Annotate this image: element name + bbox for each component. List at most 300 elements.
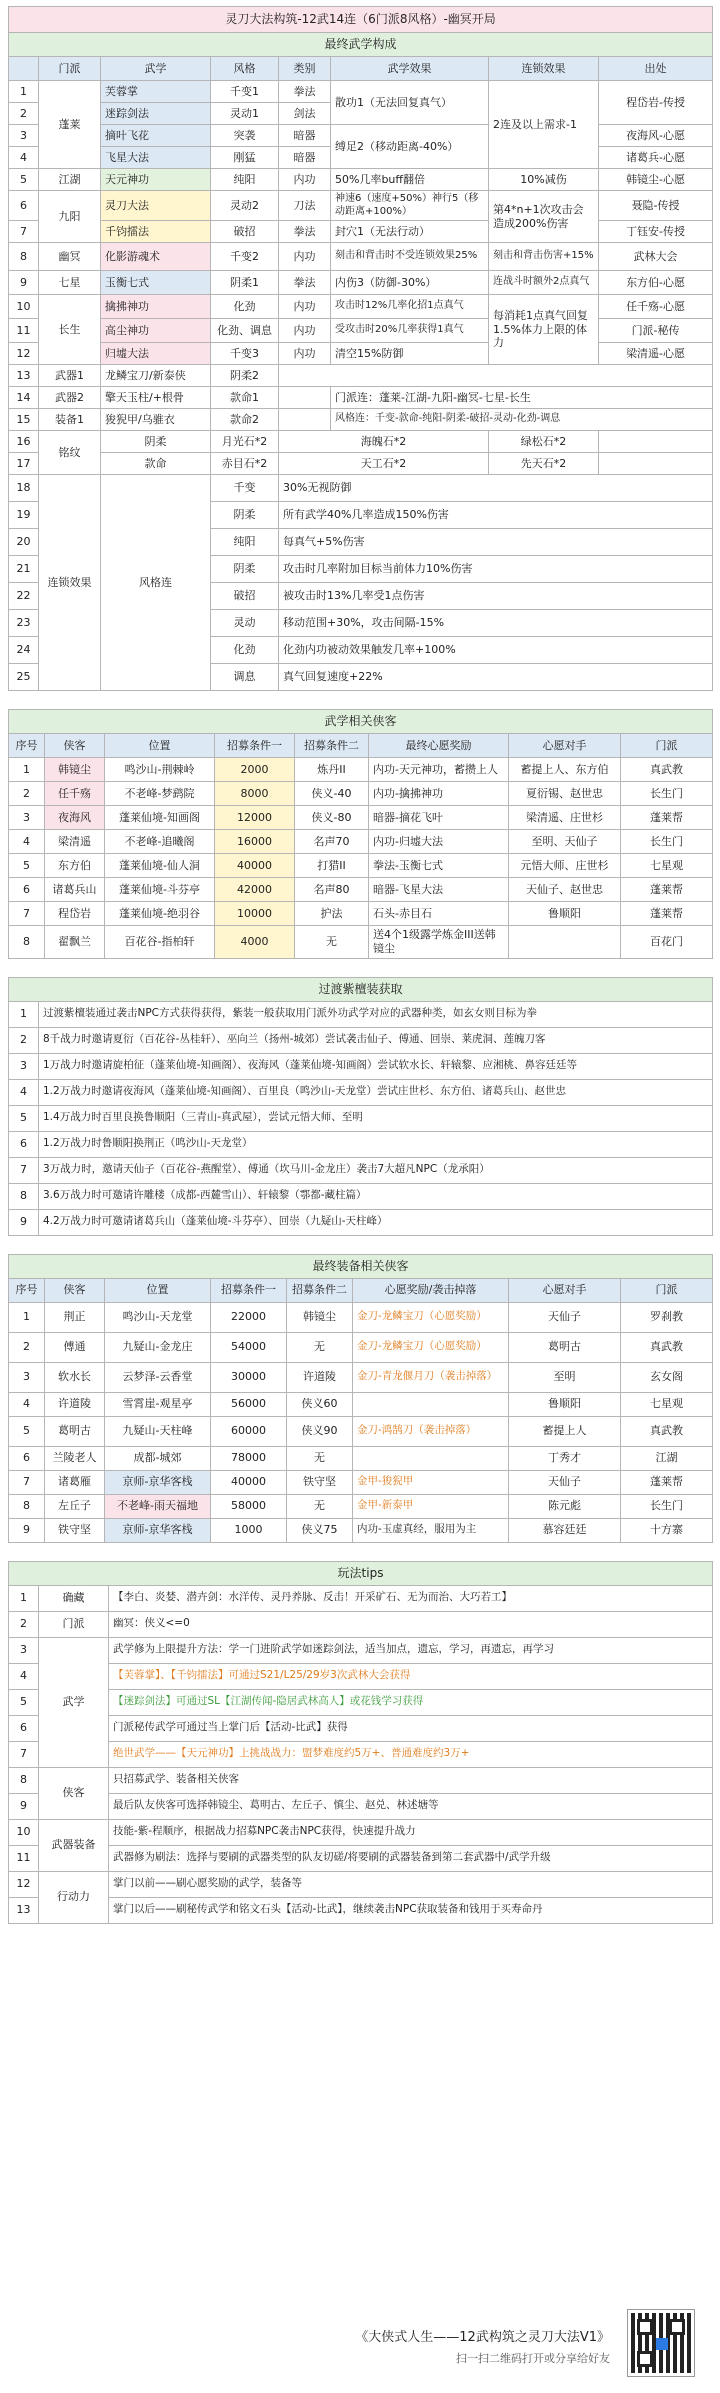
wuxue-cell: 灵刀大法 — [101, 191, 211, 221]
row-number: 6 — [9, 878, 45, 902]
tip-text: 【李白、炎婪、潜卉剑：水洋传、灵丹养脉、反击！开采矿石、无为而治、大巧若工】 — [109, 1585, 713, 1611]
wuxue-cell: 擒拂神功 — [101, 295, 211, 319]
equip-row — [9, 1518, 713, 1542]
section-tips: 玩法tips — [9, 1561, 713, 1585]
row-number: 4 — [9, 147, 39, 169]
condition-1: 78000 — [211, 1446, 287, 1470]
row-number: 2 — [9, 1332, 45, 1362]
minwen-stone: 绿松石*2 — [489, 431, 599, 453]
leibie-cell: 拳法 — [279, 271, 331, 295]
condition-2: 名声80 — [295, 878, 369, 902]
wuxue-cell: 迷踪剑法 — [101, 103, 211, 125]
row-number: 7 — [9, 1157, 39, 1183]
qr-finder — [669, 2319, 685, 2335]
row-number: 1 — [9, 1585, 39, 1611]
header-weizhi: 位置 — [105, 1278, 211, 1302]
rivals: 夏衍锡、赵世忠 — [509, 782, 621, 806]
section-zitan: 过渡紫檀装获取 — [9, 977, 713, 1001]
header-tiaojian1: 招募条件一 — [211, 1278, 287, 1302]
chu-cell: 夜海风-心愿 — [599, 125, 713, 147]
wuxue-cell: 擎天玉柱/+根骨 — [101, 387, 211, 409]
row-number: 24 — [9, 637, 39, 664]
fengge-cell: 化劲、调息 — [211, 319, 279, 343]
reward: 石头-赤目石 — [369, 902, 509, 926]
chain-fengge: 千变 — [211, 475, 279, 502]
drop: 金甲-新泰甲 — [353, 1494, 509, 1518]
xiake-name: 软水长 — [45, 1362, 105, 1392]
xiaoguo-cell: 受攻击时20%几率获得1真气 — [331, 319, 489, 343]
tip-row — [9, 1897, 713, 1923]
chu-cell: 程岱岩-传授 — [599, 81, 713, 125]
rivals: 天仙子、赵世忠 — [509, 878, 621, 902]
rivals: 葛明古 — [509, 1332, 621, 1362]
row-number: 19 — [9, 502, 39, 529]
condition-2: 侠义-80 — [295, 806, 369, 830]
row-number: 1 — [9, 81, 39, 103]
row-number: 7 — [9, 1741, 39, 1767]
reward: 内功-天元神功，蓄攒上人 — [369, 758, 509, 782]
menpai: 蓬莱帮 — [621, 1470, 713, 1494]
header-menpai: 门派 — [39, 57, 101, 81]
tip-text: 只招募武学、装备相关侠客 — [109, 1767, 713, 1793]
chain-effect: 每真气+5%伤害 — [279, 529, 713, 556]
qr-logo — [656, 2338, 668, 2350]
tip-category: 武器装备 — [39, 1819, 109, 1871]
wuxue-cell: 高尘神功 — [101, 319, 211, 343]
row-number: 4 — [9, 830, 45, 854]
chu-cell: 任千殇-心愿 — [599, 295, 713, 319]
minwen-stone: 天工石*2 — [279, 453, 489, 475]
chu-cell: 东方伯-心愿 — [599, 271, 713, 295]
drop: 金刀-鸿鹄刀（袭击掉落） — [353, 1416, 509, 1446]
xiake-row — [9, 782, 713, 806]
row-number: 10 — [9, 295, 39, 319]
row-number: 9 — [9, 1209, 39, 1235]
rivals: 陈元彪 — [509, 1494, 621, 1518]
xiake-name: 荆正 — [45, 1302, 105, 1332]
header-chuchu: 出处 — [599, 57, 713, 81]
section-zhuangbei: 最终装备相关侠客 — [9, 1254, 713, 1278]
tip-text: 武学修为上限提升方法：学一门进阶武学如迷踪剑法，适当加点，遗忘，学习，再遗忘，再学习 — [109, 1637, 713, 1663]
drop: 金刀-龙鳞宝刀（心愿奖励） — [353, 1332, 509, 1362]
condition-1: 1000 — [211, 1518, 287, 1542]
build-table — [8, 6, 713, 691]
row-number: 3 — [9, 1053, 39, 1079]
chu-cell: 梁清遥-心愿 — [599, 343, 713, 365]
menpai-chain-text: 门派连：蓬莱-江湖-九阳-幽冥-七星-长生 — [331, 387, 713, 409]
empty-cell — [279, 409, 331, 431]
tip-row — [9, 1585, 713, 1611]
row-number: 5 — [9, 1689, 39, 1715]
location: 蓬莱仙境-仙人洞 — [105, 854, 215, 878]
wuxue-xiake-table — [8, 709, 713, 959]
menpai: 七星观 — [621, 854, 713, 878]
chain-label: 连锁效果 — [39, 475, 101, 691]
row-number: 5 — [9, 1105, 39, 1131]
tip-row — [9, 1715, 713, 1741]
location: 鸣沙山-天龙堂 — [105, 1302, 211, 1332]
xiake-name: 许道陵 — [45, 1392, 105, 1416]
condition-1: 58000 — [211, 1494, 287, 1518]
zitan-row — [9, 1105, 713, 1131]
chain-mid: 风格连 — [101, 475, 211, 691]
chain-fengge: 阴柔 — [211, 556, 279, 583]
rivals: 鲁顺阳 — [509, 1392, 621, 1416]
xiaoguo-cell: 50%几率buff翻倍 — [331, 169, 489, 191]
tip-text: 掌门以前——刷心愿奖励的武学，装备等 — [109, 1871, 713, 1897]
fengge-cell: 千变3 — [211, 343, 279, 365]
leibie-cell: 内功 — [279, 295, 331, 319]
location: 不老峰-追曦阁 — [105, 830, 215, 854]
fengge-cell: 灵动2 — [211, 191, 279, 221]
menpai-cell: 装备1 — [39, 409, 101, 431]
chain-effect: 攻击时几率附加目标当前体力10%伤害 — [279, 556, 713, 583]
condition-1: 2000 — [215, 758, 295, 782]
xiaoguo-cell: 清空15%防御 — [331, 343, 489, 365]
tip-row — [9, 1767, 713, 1793]
chu-cell: 聂隐-传授 — [599, 191, 713, 221]
condition-2: 铁守坚 — [287, 1470, 353, 1494]
row-number: 3 — [9, 1362, 45, 1392]
empty-cell — [599, 431, 713, 453]
menpai: 长生门 — [621, 1494, 713, 1518]
condition-1: 54000 — [211, 1332, 287, 1362]
menpai: 蓬莱帮 — [621, 806, 713, 830]
row-number: 25 — [9, 664, 39, 691]
chu-cell: 韩镜尘-心愿 — [599, 169, 713, 191]
location: 百花谷-指柏轩 — [105, 926, 215, 959]
header-tiaojian1: 招募条件一 — [215, 734, 295, 758]
row-number: 15 — [9, 409, 39, 431]
rivals: 梁清遥、庄世杉 — [509, 806, 621, 830]
header-wuxue: 武学 — [101, 57, 211, 81]
menpai-cell: 蓬莱 — [39, 81, 101, 169]
chu-cell: 门派-秘传 — [599, 319, 713, 343]
lian-cell: 10%减伤 — [489, 169, 599, 191]
menpai: 长生门 — [621, 830, 713, 854]
chu-cell: 武林大会 — [599, 243, 713, 271]
row-number: 5 — [9, 1416, 45, 1446]
row-number: 9 — [9, 1793, 39, 1819]
minwen-stone: 先天石*2 — [489, 453, 599, 475]
xiaoguo-cell: 攻击时12%几率化招1点真气 — [331, 295, 489, 319]
minwen-stone: 月光石*2 — [211, 431, 279, 453]
drop: 金刀-青龙偃月刀（袭击掉落） — [353, 1362, 509, 1392]
zhuangbei-table — [8, 1254, 713, 1543]
reward: 拳法-玉衡七式 — [369, 854, 509, 878]
menpai: 七星观 — [621, 1392, 713, 1416]
row-number: 7 — [9, 1470, 45, 1494]
condition-2: 侠义75 — [287, 1518, 353, 1542]
row-number: 7 — [9, 902, 45, 926]
row-number: 11 — [9, 1845, 39, 1871]
row-number: 8 — [9, 1767, 39, 1793]
header-fengge: 风格 — [211, 57, 279, 81]
location: 九疑山-天柱峰 — [105, 1416, 211, 1446]
header-tiaojian2: 招募条件二 — [295, 734, 369, 758]
row-number: 2 — [9, 1611, 39, 1637]
location: 京师-京华客栈 — [105, 1518, 211, 1542]
menpai: 真武教 — [621, 1416, 713, 1446]
zitan-text: 3.6万战力时可邀请许雕楼（成都-西麓雪山）、轩辕黎（鄠都-藏柱篇） — [39, 1183, 713, 1209]
condition-1: 12000 — [215, 806, 295, 830]
xiake-row — [9, 758, 713, 782]
row-number: 11 — [9, 319, 39, 343]
tip-row — [9, 1845, 713, 1871]
chain-fengge: 纯阳 — [211, 529, 279, 556]
xiake-name: 翟飘兰 — [45, 926, 105, 959]
condition-1: 4000 — [215, 926, 295, 959]
row-number: 20 — [9, 529, 39, 556]
row-number: 6 — [9, 1715, 39, 1741]
row-number: 22 — [9, 583, 39, 610]
zitan-text: 1万战力时邀请旋柏征（蓬莱仙境-知画阁）、夜海风（蓬莱仙境-知画阁）尝试软水长、轩辕黎、应湘桃、鼻容廷廷等 — [39, 1053, 713, 1079]
equip-row — [9, 1362, 713, 1392]
fengge-cell: 阴柔1 — [211, 271, 279, 295]
menpai: 蓬莱帮 — [621, 878, 713, 902]
equip-row — [9, 1416, 713, 1446]
chain-effect: 被攻击时13%几率受1点伤害 — [279, 583, 713, 610]
condition-2: 无 — [287, 1332, 353, 1362]
reward: 送4个1级露学炼金III送韩镜尘 — [369, 926, 509, 959]
tip-row — [9, 1611, 713, 1637]
location: 鸣沙山-荆棘岭 — [105, 758, 215, 782]
wuxue-cell: 狻猊甲/乌骓衣 — [101, 409, 211, 431]
zitan-text: 3万战力时，邀请天仙子（百花谷-燕醒堂）、傅通（坎马川-金龙庄）袭击7大超凡NPC（龙承阳） — [39, 1157, 713, 1183]
condition-2: 打猎II — [295, 854, 369, 878]
chain-effect: 真气回复速度+22% — [279, 664, 713, 691]
tip-text: 绝世武学——【天元神功】上挑战战力：盟梦难度约5万+、普通难度约3万+ — [109, 1741, 713, 1767]
lian-cell: 连战斗时额外2点真气 — [489, 271, 599, 295]
equip-row — [9, 1302, 713, 1332]
row-number: 9 — [9, 1518, 45, 1542]
header-empty — [9, 57, 39, 81]
leibie-cell: 暗器 — [279, 147, 331, 169]
empty-cell — [279, 365, 713, 387]
leibie-cell: 内功 — [279, 319, 331, 343]
row-number: 13 — [9, 1897, 39, 1923]
row-number: 8 — [9, 926, 45, 959]
header-tiaojian2: 招募条件二 — [287, 1278, 353, 1302]
row-number: 6 — [9, 1131, 39, 1157]
zitan-text: 8千战力时邀请夏衍（百花谷-丛桂轩）、巫向兰（扬州-城郊）尝试袭击仙子、傅通、回崇、莱虎洞、莲魄刀客 — [39, 1027, 713, 1053]
rivals: 至明 — [509, 1362, 621, 1392]
menpai-cell: 七星 — [39, 271, 101, 295]
condition-2: 许道陵 — [287, 1362, 353, 1392]
row-number: 8 — [9, 1183, 39, 1209]
zitan-row — [9, 1053, 713, 1079]
page — [8, 6, 712, 1924]
tip-text: 技能-紫-程顺序，根据战力招募NPC袭击NPC获得，快速提升战力 — [109, 1819, 713, 1845]
xiake-name: 梁清遥 — [45, 830, 105, 854]
tip-text: 【迷踪剑法】可通过SL【江湖传闻-隐居武林高人】或花钱学习获得 — [109, 1689, 713, 1715]
menpai: 百花门 — [621, 926, 713, 959]
tip-category: 门派 — [39, 1611, 109, 1637]
fengge-cell: 破招 — [211, 221, 279, 243]
xiake-row — [9, 830, 713, 854]
zitan-text: 4.2万战力时可邀请诸葛兵山（蓬莱仙境-斗芬亭）、回崇（九疑山-天柱峰） — [39, 1209, 713, 1235]
condition-1: 40000 — [215, 854, 295, 878]
location: 蓬莱仙境-斗芬亭 — [105, 878, 215, 902]
zitan-row — [9, 1079, 713, 1105]
zitan-row — [9, 1001, 713, 1027]
header-xiaoguo: 武学效果 — [331, 57, 489, 81]
empty-cell — [279, 387, 331, 409]
chain-effect: 所有武学40%几率造成150%伤害 — [279, 502, 713, 529]
menpai-cell: 武器2 — [39, 387, 101, 409]
drop: 金刀-龙鳞宝刀（心愿奖励） — [353, 1302, 509, 1332]
rivals: 元悟大师、庄世杉 — [509, 854, 621, 878]
condition-2: 侠义60 — [287, 1392, 353, 1416]
reward: 内功-归墟大法 — [369, 830, 509, 854]
fengge-chain-text: 风格连：千变-款命-纯阳-阴柔-破招-灵动-化劲-调息 — [331, 409, 713, 431]
location: 不老峰-雨天福地 — [105, 1494, 211, 1518]
row-number: 3 — [9, 806, 45, 830]
tip-category: 行动力 — [39, 1871, 109, 1923]
zhuangbei-rows — [9, 1302, 713, 1542]
xiake-row — [9, 878, 713, 902]
tip-text: 最后队友侠客可选择韩镜尘、葛明古、左丘子、慎尘、赵兑、林述塘等 — [109, 1793, 713, 1819]
header-weizhi: 位置 — [105, 734, 215, 758]
fengge-cell: 突袭 — [211, 125, 279, 147]
xiaoguo-cell: 神速6（速度+50%）神行5（移动距离+100%） — [331, 191, 489, 221]
zitan-table — [8, 977, 713, 1236]
xiaoguo-cell: 散功1（无法回复真气） — [331, 81, 489, 125]
chu-cell: 丁钰安-传授 — [599, 221, 713, 243]
header-duishou: 心愿对手 — [509, 1278, 621, 1302]
xiake-name: 葛明古 — [45, 1416, 105, 1446]
location: 成都-城郊 — [105, 1446, 211, 1470]
chain-fengge: 破招 — [211, 583, 279, 610]
condition-1: 40000 — [211, 1470, 287, 1494]
xiaoguo-cell: 缚足2（移动距离-40%） — [331, 125, 489, 169]
lian-cell: 第4*n+1次攻击会造成200%伤害 — [489, 191, 599, 243]
row-number: 1 — [9, 1001, 39, 1027]
qr-finder — [637, 2319, 653, 2335]
tip-row — [9, 1871, 713, 1897]
chain-fengge: 灵动 — [211, 610, 279, 637]
empty-cell — [599, 453, 713, 475]
tip-text: 【芙蓉掌】、【千钧擂法】可通过S21/L25/29岁3次武林大会获得 — [109, 1663, 713, 1689]
wuxue-cell: 玉衡七式 — [101, 271, 211, 295]
minwen-label: 铭纹 — [39, 431, 101, 475]
xiake-name: 左丘子 — [45, 1494, 105, 1518]
drop: 内功-玉虚真经，服用为主 — [353, 1518, 509, 1542]
chain-fengge: 调息 — [211, 664, 279, 691]
tip-row — [9, 1793, 713, 1819]
rivals: 天仙子 — [509, 1470, 621, 1494]
minwen-type: 阴柔 — [101, 431, 211, 453]
tip-text: 武器修为刷法：选择与要刷的武器类型的队友切磋/将要刷的武器装备到第二套武器中/武学升级 — [109, 1845, 713, 1871]
fengge-cell: 纯阳 — [211, 169, 279, 191]
row-number: 21 — [9, 556, 39, 583]
header-xiake: 侠客 — [45, 1278, 105, 1302]
xiake-row — [9, 902, 713, 926]
chain-effect: 化劲内功被动效果触发几率+100% — [279, 637, 713, 664]
chain-effect: 移动范围+30%，攻击间隔-15% — [279, 610, 713, 637]
leibie-cell: 拳法 — [279, 81, 331, 103]
xiake-name: 任千殇 — [45, 782, 105, 806]
xiake-row — [9, 854, 713, 878]
menpai-cell: 武器1 — [39, 365, 101, 387]
minwen-type: 款命 — [101, 453, 211, 475]
reward: 暗器-飞星大法 — [369, 878, 509, 902]
menpai: 江湖 — [621, 1446, 713, 1470]
row-number: 2 — [9, 103, 39, 125]
tip-row — [9, 1689, 713, 1715]
row-number: 18 — [9, 475, 39, 502]
fengge-cell: 款命1 — [211, 387, 279, 409]
menpai: 十方寨 — [621, 1518, 713, 1542]
condition-1: 56000 — [211, 1392, 287, 1416]
condition-2: 侠义90 — [287, 1416, 353, 1446]
equip-row — [9, 1446, 713, 1470]
condition-1: 16000 — [215, 830, 295, 854]
row-number: 9 — [9, 271, 39, 295]
condition-2: 无 — [295, 926, 369, 959]
xiake-name: 傅通 — [45, 1332, 105, 1362]
row-number: 8 — [9, 1494, 45, 1518]
tip-text: 掌门以后——刷秘传武学和铭文石头【活动-比武】，继续袭击NPC获取装备和钱用于买寿命丹 — [109, 1897, 713, 1923]
qr-code-icon[interactable] — [628, 2310, 694, 2376]
rivals: 蓄提上人 — [509, 1416, 621, 1446]
wuxue-cell: 归墟大法 — [101, 343, 211, 365]
menpai: 长生门 — [621, 782, 713, 806]
tip-text: 门派秘传武学可通过当上掌门后【活动-比武】获得 — [109, 1715, 713, 1741]
zitan-rows — [9, 1001, 713, 1235]
row-number: 16 — [9, 431, 39, 453]
rivals: 天仙子 — [509, 1302, 621, 1332]
menpai-cell: 江湖 — [39, 169, 101, 191]
condition-2: 侠义-40 — [295, 782, 369, 806]
row-number: 12 — [9, 1871, 39, 1897]
condition-2: 无 — [287, 1494, 353, 1518]
header-jiangli: 心愿奖励/袭击掉落 — [353, 1278, 509, 1302]
condition-2: 护法 — [295, 902, 369, 926]
leibie-cell: 暗器 — [279, 125, 331, 147]
xiake-name: 兰陵老人 — [45, 1446, 105, 1470]
condition-2: 名声70 — [295, 830, 369, 854]
condition-1: 42000 — [215, 878, 295, 902]
menpai: 真武教 — [621, 1332, 713, 1362]
header-menpai: 门派 — [621, 734, 713, 758]
menpai-cell: 长生 — [39, 295, 101, 365]
location: 京师-京华客栈 — [105, 1470, 211, 1494]
lian-cell: 刻击和背击伤害+15% — [489, 243, 599, 271]
rivals: 蓄提上人、东方伯 — [509, 758, 621, 782]
zitan-text: 1.2万战力时邀请夜海风（蓬莱仙境-知画阁）、百里良（鸣沙山-天龙堂）尝试庄世杉、东方伯、诸葛兵山、赵世忠 — [39, 1079, 713, 1105]
footer — [0, 2300, 720, 2390]
tip-category: 确藏 — [39, 1585, 109, 1611]
chu-cell: 诸葛兵-心愿 — [599, 147, 713, 169]
xiake-name: 韩镜尘 — [45, 758, 105, 782]
xiake-row — [9, 806, 713, 830]
wuxue-xiake-rows — [9, 758, 713, 959]
rivals: 至明、天仙子 — [509, 830, 621, 854]
menpai-cell: 幽冥 — [39, 243, 101, 271]
menpai: 罗刹教 — [621, 1302, 713, 1332]
rivals — [509, 926, 621, 959]
condition-2: 韩镜尘 — [287, 1302, 353, 1332]
wuxue-cell: 千钧擂法 — [101, 221, 211, 243]
xiake-row — [9, 926, 713, 959]
menpai-cell: 九阳 — [39, 191, 101, 243]
location: 蓬莱仙境-绝羽谷 — [105, 902, 215, 926]
footer-title: 《大侠式人生——12武构筑之灵刀大法V1》 — [355, 2330, 610, 2345]
tips-rows — [9, 1585, 713, 1923]
zitan-text: 1.4万战力时百里良换鲁顺阳（三青山-真武屋），尝试元悟大师、至明 — [39, 1105, 713, 1131]
drop — [353, 1446, 509, 1470]
